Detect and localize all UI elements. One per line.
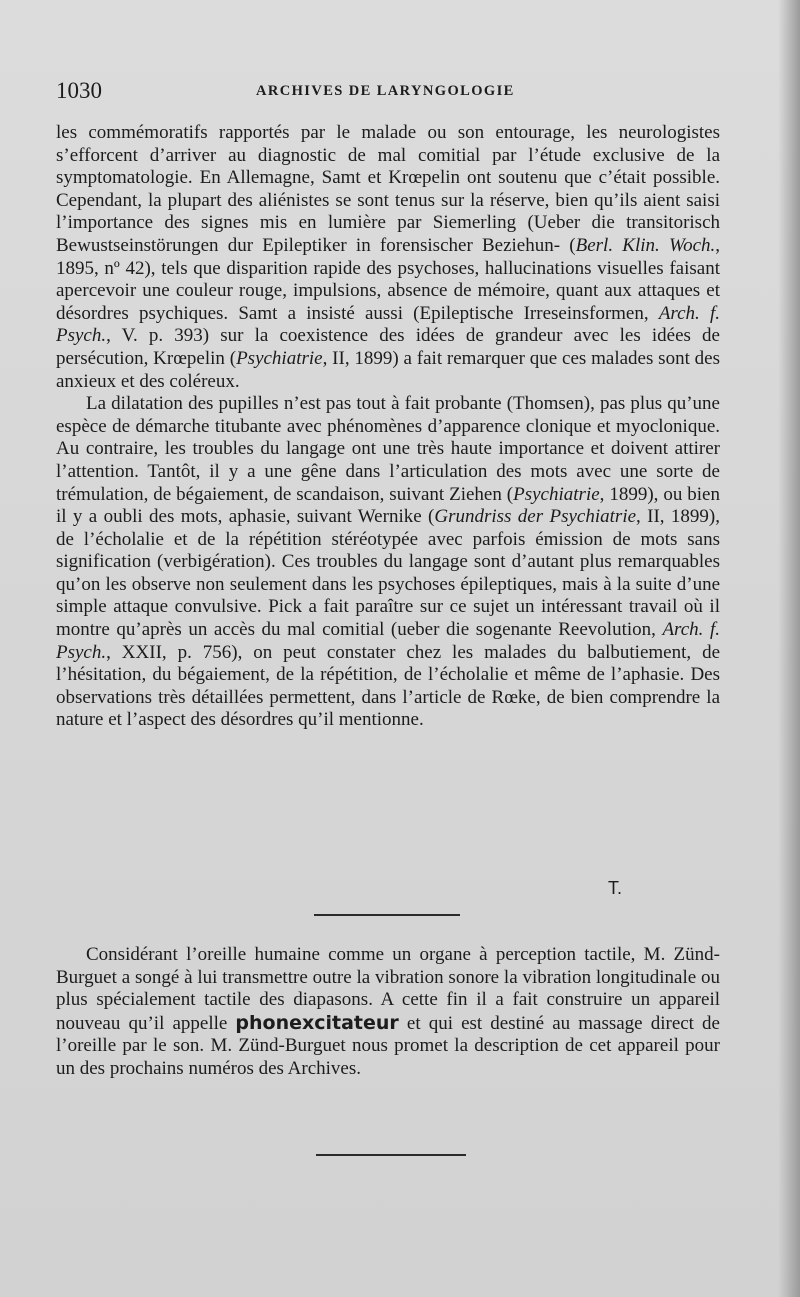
italic-citation: Grundriss der Psychiatrie [434, 506, 637, 528]
text-run: Considérant l’oreille humaine comme un organe à perception tactile, M. Zünd-Burguet a songé à lui transmettre outre la vibration sonore la vibration longitudinale ou plus spécialement tactile des diapasons. A cette fin il a fait construire un appareil nouveau qu’il appelle [56, 944, 720, 1034]
text-run: , II, 1899) a fait remarquer que ces malades sont des anxieux et des coléreux. [56, 347, 720, 392]
article-paragraph-1 [56, 122, 720, 393]
italic-citation: Arch. f. Psych. [56, 302, 721, 347]
bold-term: phonexcitateur [235, 1011, 399, 1034]
page-number: 1030 [56, 78, 102, 103]
text-run: , II, 1899), de l’écholalie et de la répétition stéréotypée avec parfois émission de mots sans signification (verbigération). Ces troubles du langage sont d’autant plus remarquables qu’on les observe non seulement dans les psychoses épileptiques, mais à la suite d’une simple attaque convulsive. Pick a fait paraître sur ce sujet un intéressant travail où il montre qu’après un accès du mal comitial (ueber die sogenante Reevolution, [56, 506, 720, 641]
text-run: , 1895, nº 42), tels que disparition rapide des psychoses, hallucinations visuelles faisant apercevoir une couleur rouge, impulsions, absence de mémoire, quant aux attaques et désordres psychiques. Samt a insisté aussi (Epileptische Irreseinsformen, [56, 234, 720, 324]
text-run: et qui est destiné au massage direct de l’oreille par le son. M. Zünd-Burguet nous promet la description de cet appareil pour un des prochains numéros des Archives. [56, 1012, 720, 1079]
text-run: La dilatation des pupilles n’est pas tout à fait probante (Thomsen), pas plus qu’une espèce de démarche titubante avec phénomènes d’apparence clonique et myoclonique. Au contraire, les troubles du langage ont une très haute importance et doivent attirer l’attention. Tantôt, il y a une gêne dans l’articulation des mots avec une sorte de trémulation, de bégaiement, de scandaison, suivant Ziehen ( [56, 393, 720, 505]
author-signature: T. [608, 878, 623, 898]
note-paragraph [56, 944, 720, 1081]
article-body [56, 122, 720, 732]
italic-citation: Berl. Klin. Woch. [575, 234, 716, 256]
italic-citation: Arch. f. Psych. [56, 619, 720, 663]
scan-shadow-edge [778, 0, 800, 1297]
italic-citation: Psychiatrie [513, 483, 600, 505]
closing-divider [316, 1154, 466, 1156]
running-title: ARCHIVES DE LARYNGOLOGIE [256, 83, 515, 99]
italic-citation: Psychiatrie [236, 347, 323, 369]
text-run: , 1899), ou bien il y a oubli des mots, aphasie, suivant Wernike ( [56, 483, 720, 528]
text-run: , V. p. 393) sur la coexistence des idées de grandeur avec les idées de persécution, Krœpelin ( [56, 325, 720, 369]
article-paragraph-2 [56, 393, 720, 732]
text-run: , XXII, p. 756), on peut constater chez les malades du balbutiement, de l’hésitation, du bégaiement, de la répétition, de l’écholalie et même de l’aphasie. Des observations très détaillées permettent, dans l’article de Rœke, de bien comprendre la nature et l’aspect des désordres qu’il mentionne. [56, 641, 720, 731]
note-body [56, 944, 720, 1081]
text-run: les commémoratifs rapportés par le malade ou son entourage, les neurologistes s’efforcent d’arriver au diagnostic de mal comitial par l’étude exclusive de la symptomatologie. En Allemagne, Samt et Krœpelin ont soutenu que c’était possible. Cependant, la plupart des aliénistes se sont tenus sur la réserve, bien qu’ils aient saisi l’importance des signes mis en lumière par Siemerling (Ueber die transitorisch Bewustseinstörungen dur Epileptiker in forensischer Beziehun- ( [56, 122, 720, 256]
section-divider [314, 914, 460, 916]
page-header [56, 78, 720, 106]
